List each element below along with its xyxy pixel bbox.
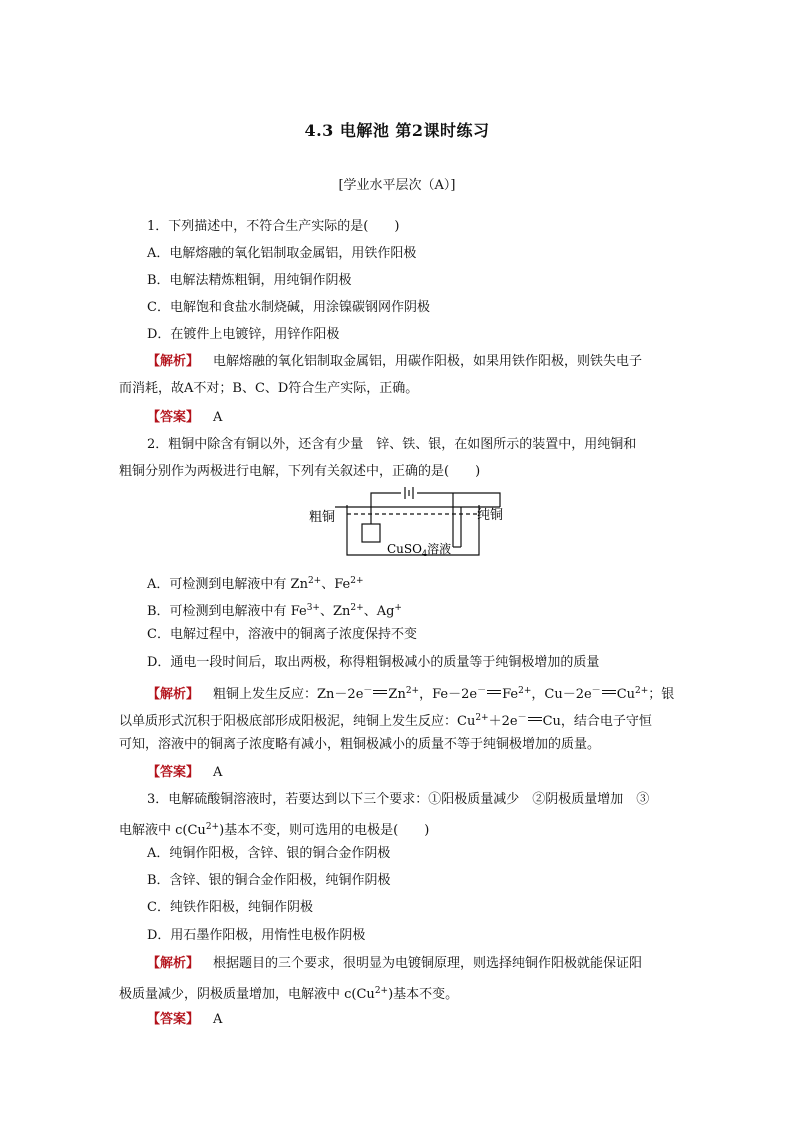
analysis-tag: 【解析】 [147, 956, 200, 971]
answer-tag: 【答案】 [147, 1012, 200, 1027]
crude-copper-label: 粗铜 [309, 510, 336, 525]
q2-stem-1: 2．粗铜中除含有铜以外，还含有少量 锌、铁、银，在如图所示的装置中，用纯铜和 [147, 437, 637, 452]
answer-tag: 【答案】 [147, 765, 200, 780]
q1-option-c: C．电解饱和食盐水制烧碱，用涂镍碳钢网作阴极 [147, 300, 430, 315]
q1-option-b: B．电解法精炼粗铜，用纯铜作阴极 [147, 273, 352, 288]
q3-option-c: C．纯铁作阳极，纯铜作阴极 [147, 900, 313, 915]
q1-answer [147, 409, 222, 427]
q3-stem-2: 电解液中 $c(Cu^{2+})$基本不变，则可选用的电极是( ) [119, 822, 430, 838]
q2-analysis-line-1: 【解析】 粗铜上发生反应：Zn－2e－ $Zn^{2+}$，Fe－2e－ $Fe^{2+}$，Cu－2e－ $Cu^{2+}$；银 [147, 686, 675, 702]
analysis-tag: 【解析】 [147, 687, 200, 702]
q3-option-d: D．用石墨作阳极，用惰性电极作阴极 [147, 928, 366, 943]
solution-label: CuSO$_4$溶液 [387, 542, 452, 558]
q1-analysis-text-1: 电解熔融的氧化铝制取金属铝，用碳作阳极，如果用铁作阳极，则铁失电子 [213, 354, 643, 369]
q1-analysis-text-2: 而消耗，故A不对；B、C、D符合生产实际，正确。 [119, 381, 419, 396]
q1-option-d: D．在镀件上电镀锌，用锌作阳极 [147, 327, 340, 342]
analysis-tag: 【解析】 [147, 354, 200, 369]
electrolysis-figure [305, 485, 515, 563]
q1-stem: 1．下列描述中，不符合生产实际的是( ) [147, 219, 400, 234]
q2-answer [147, 764, 222, 782]
q2-answer-value: A [213, 765, 223, 780]
q2-option-d: D．通电一段时间后，取出两极，称得粗铜极减小的质量等于纯铜极增加的质量 [147, 655, 600, 670]
q3-stem-1: 3．电解硫酸铜溶液时，若要达到以下三个要求：①阳极质量减少 ②阴极质量增加 ③ [147, 792, 650, 807]
level-subtitle: [学业水平层次（A）] [338, 178, 456, 193]
q3-option-a: A．纯铜作阳极，含锌、银的铜合金作阴极 [147, 846, 391, 861]
q3-answer-value: A [213, 1012, 223, 1027]
q2-option-a: A．可检测到电解液中有 $Zn^{2+}$、$Fe^{2+}$ [147, 576, 364, 592]
pure-copper-label: 纯铜 [477, 508, 504, 523]
q2-option-c: C．电解过程中，溶液中的铜离子浓度保持不变 [147, 627, 417, 642]
q1-answer-value: A [213, 410, 223, 425]
answer-tag: 【答案】 [147, 410, 200, 425]
q2-option-b: B．可检测到电解液中有 $Fe^{3+}$、$Zn^{2+}$、Ag+ [147, 603, 402, 619]
page-title: 4.3 电解池 第2课时练习 [304, 121, 490, 140]
q1-option-a: A．电解熔融的氧化铝制取金属铝，用铁作阳极 [147, 246, 417, 261]
q3-analysis: 【解析】 根据题目的三个要求，很明显为电镀铜原理，则选择纯铜作阳极就能保证阳 [147, 956, 643, 971]
q2-stem-2: 粗铜分别作为两极进行电解，下列有关叙述中，正确的是( ) [119, 464, 481, 479]
q2-analysis-line-3: 可知，溶液中的铜离子浓度略有减小，粗铜极减小的质量不等于纯铜极增加的质量。 [119, 737, 601, 752]
q3-option-b: B．含锌、银的铜合金作阳极，纯铜作阴极 [147, 873, 391, 888]
q1-analysis [147, 353, 642, 371]
q2-analysis-line-2: 以单质形式沉积于阳极底部形成阳极泥，纯铜上发生反应：$Cu^{2+}+2e^-$ Cu，结合电子守恒 [119, 713, 652, 729]
q3-analysis-line-2: 极质量减少，阴极质量增加，电解液中 $c(Cu^{2+})$基本不变。 [119, 986, 459, 1002]
q3-answer [147, 1011, 222, 1029]
